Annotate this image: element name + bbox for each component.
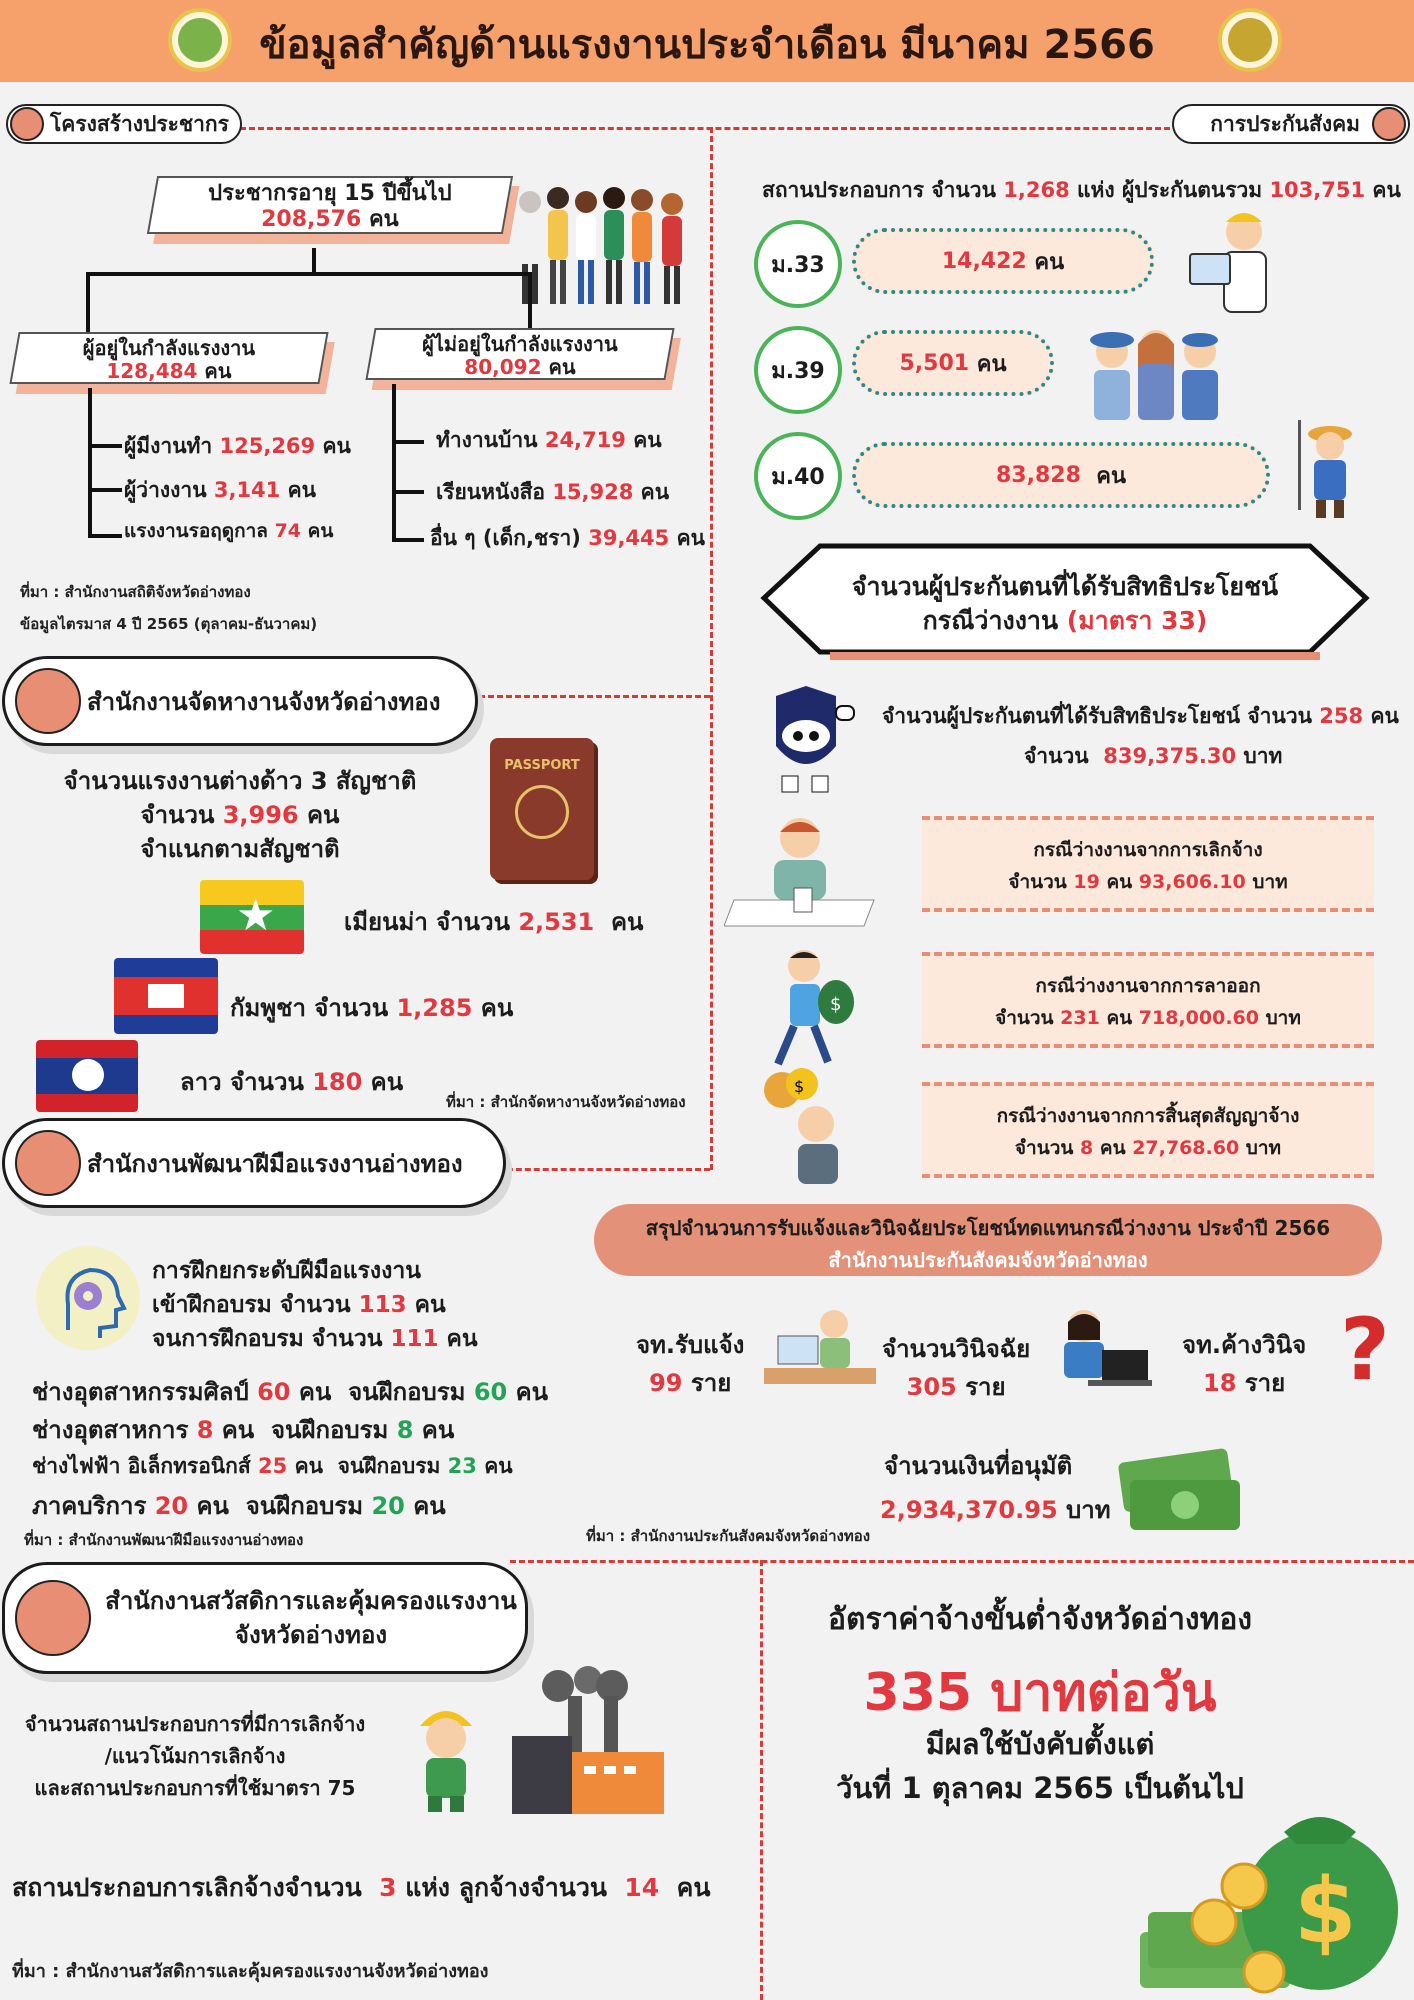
employed-stat: ผู้มีงานทำ 125,269 คน xyxy=(124,434,351,458)
social-security-source: ที่มา : สำนักงานประกันสังคมจังหวัดอ่างทอง xyxy=(586,1527,871,1545)
myanmar-flag-icon: ★ xyxy=(200,880,304,954)
benefit-count: จำนวนผู้ประกันตนที่ได้รับสิทธิประโยชน์ จำนวน 258 คน xyxy=(882,704,1399,728)
m40-badge: ม.40 xyxy=(754,432,842,520)
housework-stat: ทำงานบ้าน 24,719 คน xyxy=(436,428,662,452)
case-resign: กรณีว่างงานจากการลาออก จำนวน 231 คน 718,000.60 บาท xyxy=(922,952,1374,1048)
seasonal-stat: แรงงานรอฤดูกาล 74 คน xyxy=(124,520,334,542)
min-wage-title: อัตราค่าจ้างขั้นต่ำจังหวัดอ่างทอง xyxy=(827,1602,1253,1637)
workers-group-icon xyxy=(1082,322,1232,422)
worried-man-icon xyxy=(758,1066,862,1188)
social-security-intro: สถานประกอบการ จำนวน 1,268 แห่ง ผู้ประกันตนรวม 103,751 คน xyxy=(762,178,1401,202)
received-stat: จท.รับแจ้ง 99 ราย xyxy=(636,1331,745,1397)
annual-summary-bar: สรุปจำนวนการรับแจ้งและวินิจฉัยประโยชน์ทดแทนกรณีว่างงาน ประจำปี 2566 สำนักงานประกันสังคมจังหวัดอ่างทอง xyxy=(594,1204,1382,1276)
money-stack-icon xyxy=(1110,1436,1250,1540)
approved-amount: 2,934,370.95 บาท xyxy=(880,1496,1111,1524)
unemployed-stat: ผู้ว่างงาน 3,141 คน xyxy=(124,478,317,502)
question-mark-icon: ? xyxy=(1340,1300,1390,1400)
approved-label: จำนวนเงินที่อนุมัติ xyxy=(884,1452,1073,1480)
employment-source: ที่มา : สำนักจัดหางานจังหวัดอ่างทอง xyxy=(446,1093,686,1111)
bullet-dot xyxy=(15,1130,81,1196)
bullet-dot xyxy=(15,668,81,734)
decided-stat: จำนวนวินิจฉัย 305 ราย xyxy=(882,1335,1031,1401)
benefit-amount: จำนวน 839,375.30 บาท xyxy=(1024,744,1283,768)
other-stat: อื่น ๆ (เด็ก,ชรา) 39,445 คน xyxy=(430,526,705,550)
laptop-worker-icon xyxy=(1048,1306,1154,1396)
money-bag-icon xyxy=(1134,1782,1404,1996)
cambodia-flag-icon xyxy=(114,958,218,1034)
section-label-text: โครงสร้างประชากร xyxy=(50,111,229,136)
population-source: ที่มา : สำนักงานสถิติจังหวัดอ่างทอง xyxy=(20,583,251,601)
labor-force-box: ผู้อยู่ในกำลังแรงงาน 128,484 คน xyxy=(9,332,328,384)
divider xyxy=(710,127,713,1170)
stressed-worker-icon xyxy=(724,808,880,932)
divider xyxy=(760,1560,763,2000)
skill-summary: การฝึกยกระดับฝีมือแรงงาน เข้าฝึกอบรม จำนวน 113 คน จนการฝึกอบรม จำนวน 111 คน xyxy=(152,1258,478,1352)
welfare-office-header: สำนักงานสวัสดิการและคุ้มครองแรงงาน จังหวัดอ่างทอง xyxy=(2,1562,528,1674)
bullet-dot xyxy=(15,1580,91,1656)
population-total-box: ประชากรอายุ 15 ปีขึ้นไป 208,576 คน xyxy=(147,176,513,234)
bullet-dot xyxy=(1372,107,1406,141)
people-group-icon xyxy=(510,180,700,310)
myanmar-stat: เมียนม่า จำนวน 2,531 คน xyxy=(344,908,644,936)
divider xyxy=(480,1168,710,1171)
svg-text:$: $ xyxy=(830,994,842,1015)
m39-badge: ม.39 xyxy=(754,326,842,414)
min-wage-effective: มีผลใช้บังคับตั้งแต่ วันที่ 1 ตุลาคม 2565 เป็นต้นไป xyxy=(836,1727,1244,1805)
cambodia-stat: กัมพูชา จำนวน 1,285 คน xyxy=(230,994,514,1022)
employee-id-icon xyxy=(1186,204,1276,314)
non-labor-force-box: ผู้ไม่อยู่ในกำลังแรงงาน 80,092 คน xyxy=(365,328,674,380)
case-layoff: กรณีว่างงานจากการเลิกจ้าง จำนวน 19 คน 93,606.10 บาท xyxy=(922,816,1374,912)
farmer-icon xyxy=(1292,420,1364,520)
running-man-icon xyxy=(768,946,858,1070)
m33-badge: ม.33 xyxy=(754,220,842,308)
min-wage-value: 335 บาทต่อวัน xyxy=(863,1663,1217,1723)
worker-icon xyxy=(410,1696,482,1814)
case-contract-end: กรณีว่างงานจากการสิ้นสุดสัญญาจ้าง จำนวน 8 คน 27,768.60 บาท xyxy=(922,1082,1374,1178)
social-security-section-label: การประกันสังคม xyxy=(1172,104,1410,144)
skill-source: ที่มา : สำนักงานพัฒนาฝีมือแรงงานอ่างทอง xyxy=(24,1531,304,1549)
laos-flag-icon xyxy=(36,1040,138,1112)
factory-icon xyxy=(508,1666,668,1816)
mascot-icon xyxy=(752,686,860,794)
divider xyxy=(240,127,1170,130)
foreign-worker-summary: จำนวนแรงงานต่างด้าว 3 สัญชาติ จำนวน 3,996 คน จำแนกตามสัญชาติ xyxy=(63,767,417,863)
benefit-title-box: จำนวนผู้ประกันตนที่ได้รับสิทธิประโยชน์ กรณีว่างงาน (มาตรา 33) xyxy=(760,542,1370,660)
office-desk-icon xyxy=(764,1306,876,1392)
passport-icon: PASSPORT xyxy=(490,738,594,880)
employment-office-header: สำนักงานจัดหางานจังหวัดอ่างทอง xyxy=(2,656,478,746)
head-gear-icon xyxy=(36,1246,140,1350)
laos-stat: ลาว จำนวน 180 คน xyxy=(180,1068,404,1096)
welfare-source: ที่มา : สำนักงานสวัสดิการและคุ้มครองแรงงานจังหวัดอ่างทอง xyxy=(12,1961,489,1982)
skill-office-header: สำนักงานพัฒนาฝีมือแรงงานอ่างทอง xyxy=(2,1118,506,1208)
skill-row: ช่างไฟฟ้า อิเล็กทรอนิกส์ 25 คน จนฝึกอบรม 23 คน xyxy=(32,1454,513,1478)
skill-row: ภาคบริการ 20 คน จนฝึกอบรม 20 คน xyxy=(32,1492,446,1520)
bullet-dot xyxy=(10,107,44,141)
svg-text:$: $ xyxy=(794,1077,805,1096)
skill-row: ช่างอุตสาหกรรมศิลป์ 60 คน จนฝึกอบรม 60 คน xyxy=(32,1378,549,1406)
divider xyxy=(470,695,710,698)
skill-row: ช่างอุตสาหการ 8 คน จนฝึกอบรม 8 คน xyxy=(32,1416,455,1444)
m40-value: 83,828 คน xyxy=(852,442,1270,508)
page-title: ข้อมูลสำคัญด้านแรงงานประจำเดือน มีนาคม 2566 xyxy=(259,22,1155,68)
population-period: ข้อมูลไตรมาส 4 ปี 2565 (ตุลาคม-ธันวาคม) xyxy=(20,615,318,633)
svg-text:$: $ xyxy=(1294,1859,1357,1964)
study-stat: เรียนหนังสือ 15,928 คน xyxy=(436,480,670,504)
m39-value: 5,501 คน xyxy=(852,330,1054,396)
pending-stat: จท.ค้างวินิจ 18 ราย xyxy=(1182,1331,1307,1397)
population-section-label xyxy=(6,104,242,144)
welfare-description: จำนวนสถานประกอบการที่มีการเลิกจ้าง /แนวโน้มการเลิกจ้าง และสถานประกอบการที่ใช้มาตรา 75 xyxy=(24,1712,366,1800)
welfare-summary: สถานประกอบการเลิกจ้างจำนวน 3 แห่ง ลูกจ้างจำนวน 14 คน xyxy=(12,1873,711,1902)
m33-value: 14,422 คน xyxy=(852,228,1154,294)
divider xyxy=(510,1560,1414,1563)
